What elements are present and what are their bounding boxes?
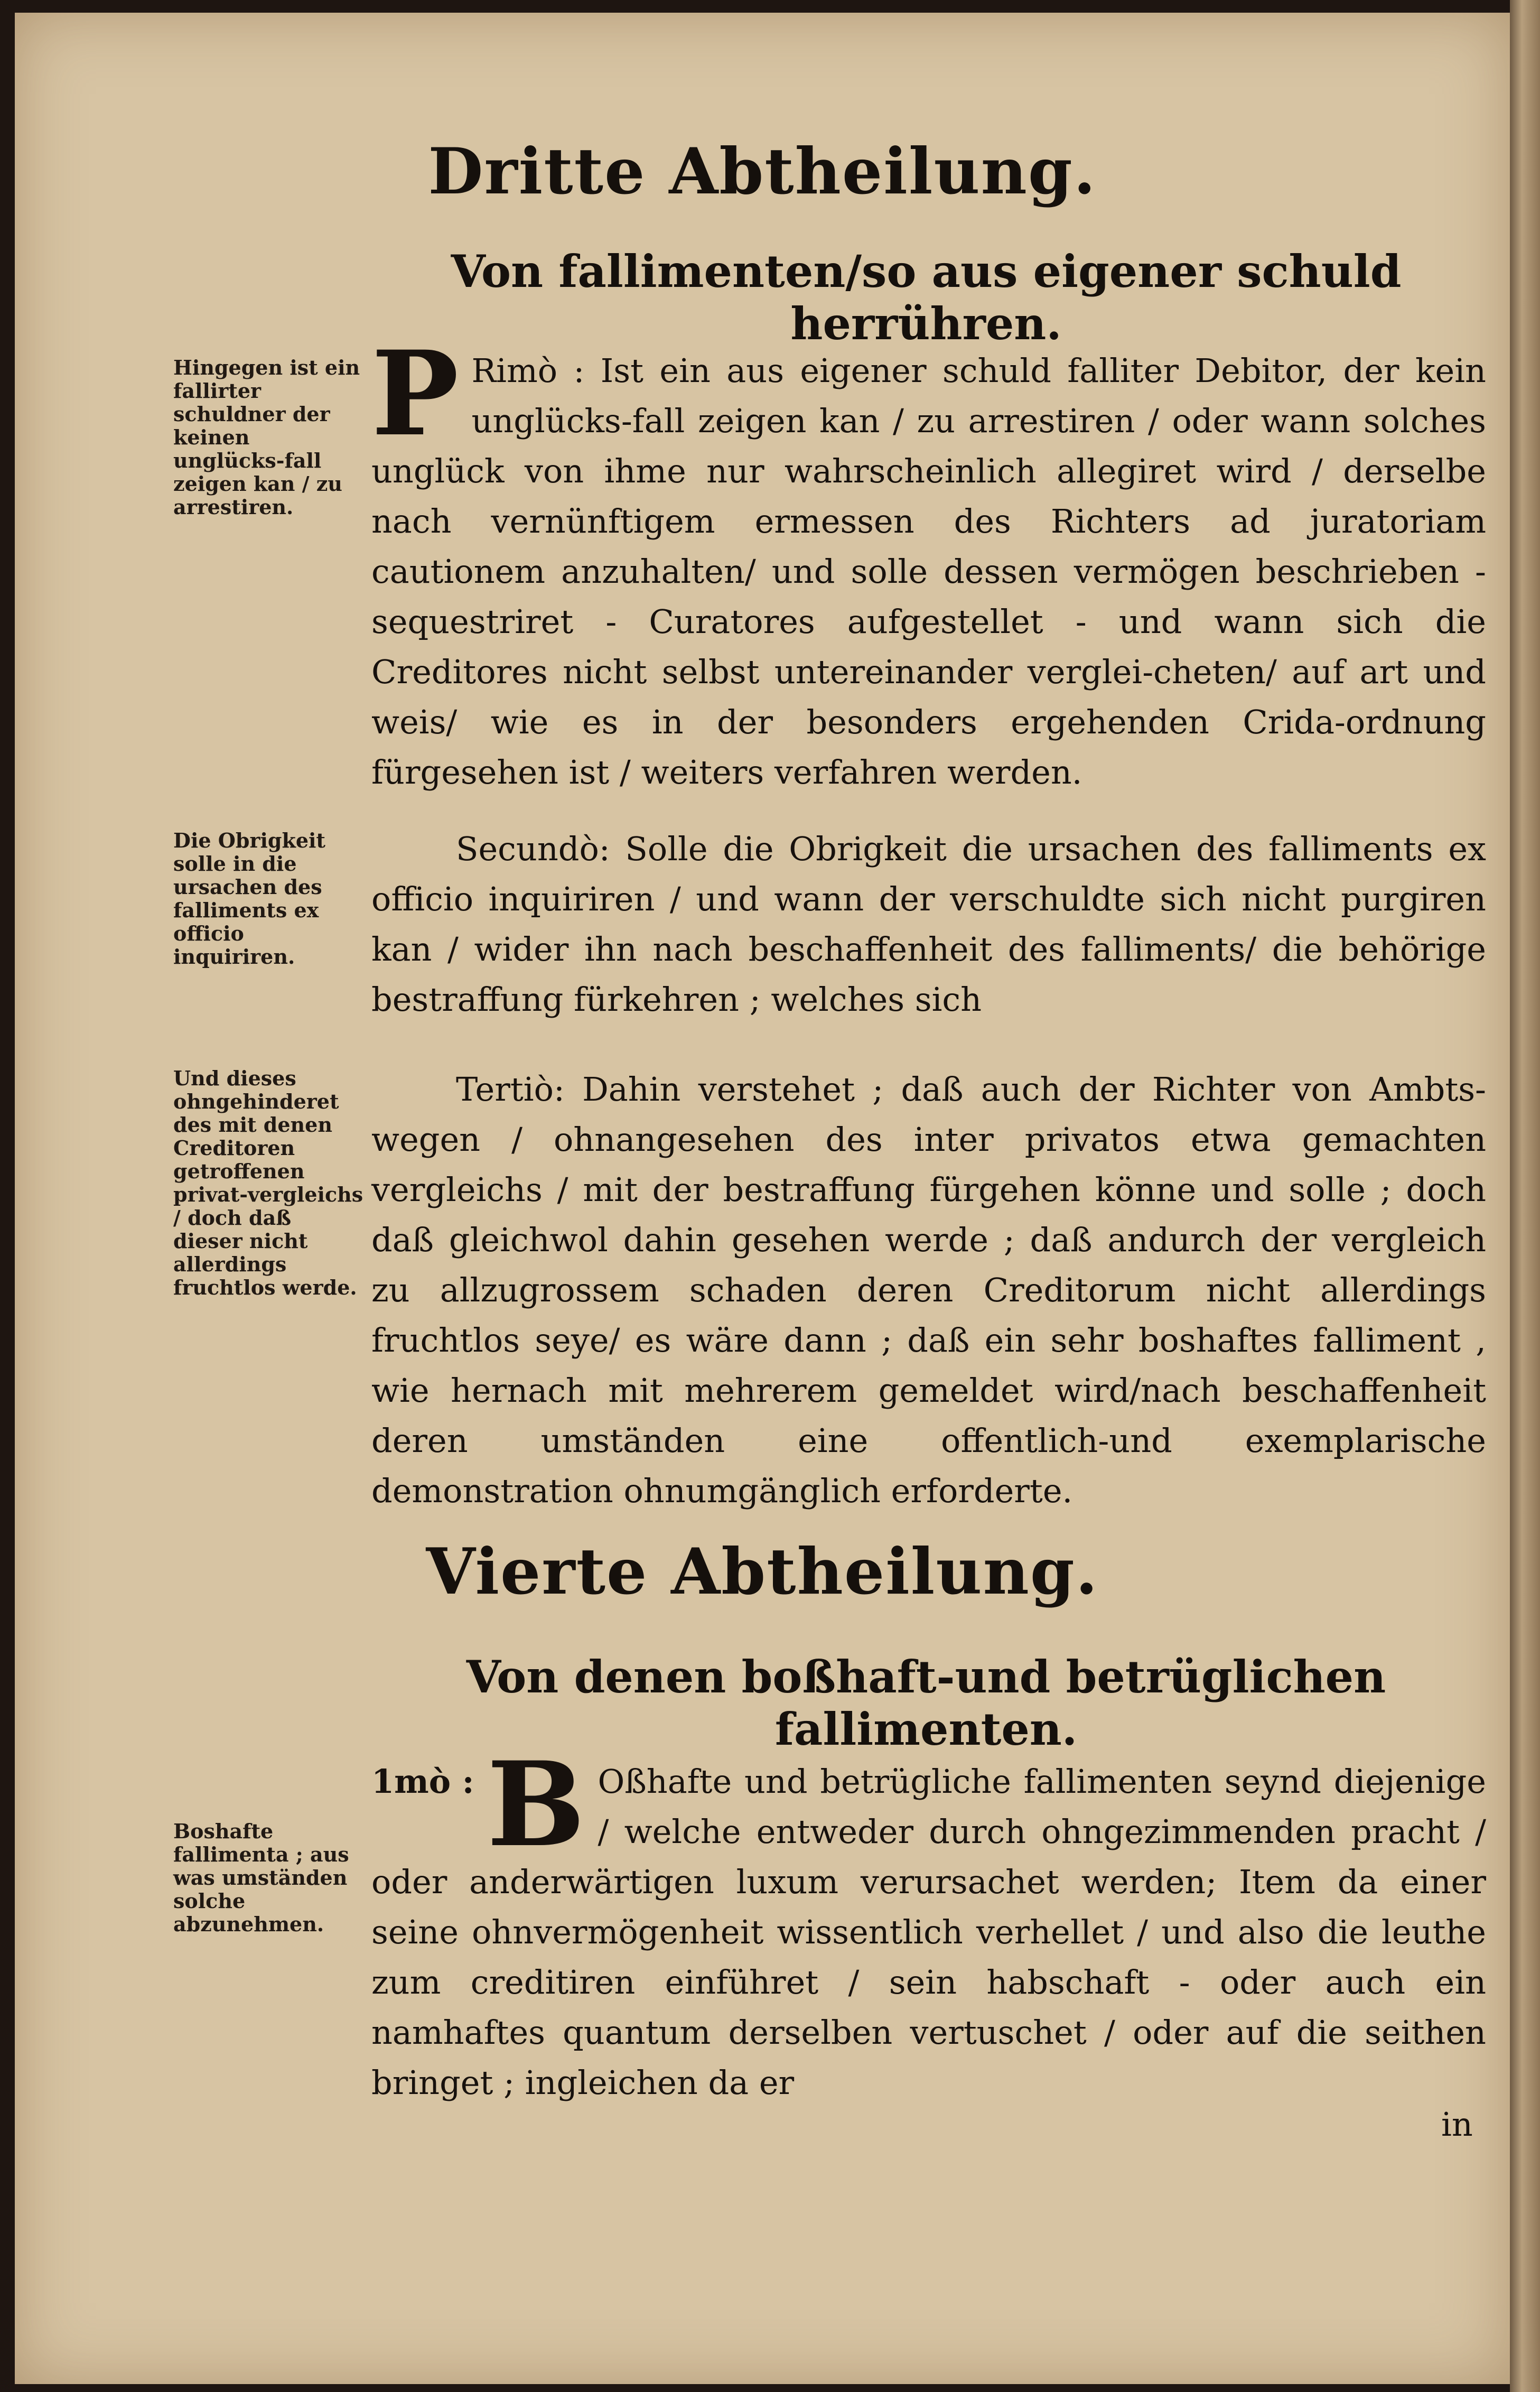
section3-subheading: Von fallimenten/so aus eigener schuld herrühren.: [451, 245, 1402, 350]
book-gutter: [1510, 0, 1540, 2392]
document-page: [15, 13, 1510, 2384]
margin-note-2: Die Obrigkeit solle in die ursachen des falliments ex officio inquiriren.: [173, 829, 325, 969]
margin-note-1: Hingegen ist ein fallirter schuldner der keinen unglücks-fall zeigen kan / zu arrestiren.: [173, 356, 360, 519]
section3-paragraph-3: Tertiò: Dahin verstehet ; daß auch der Richter von Ambts-wegen / ohnangesehen des inter privatos etwa gemachten vergleichs / mit der bestraffung fürgehen könne und solle ; doch daß gleichwol dahin gesehen werde ; daß andurch der vergleich zu allzugrossem schaden deren Creditorum nicht allerdings fruchtlos seye/ es wäre dann ; daß ein sehr boshaftes falliment , wie hernach mit mehrerem gemeldet wird/nach beschaffenheit deren umständen eine offentlich-und exemplarische demonstration ohnumgänglich erforderte.: [371, 1070, 1486, 1510]
dropcap-p: P: [371, 325, 459, 462]
margin-note-3: Und dieses ohngehinderet des mit denen Creditoren getroffenen privat-vergleichs / doch daß dieser nicht allerdings fruchtlos werde.: [173, 1066, 363, 1299]
section4-subheading: Von denen boßhaft-und betrüglichen fallimenten.: [466, 1651, 1386, 1755]
dropcap-b: B: [487, 1736, 585, 1873]
section4-heading: Vierte Abtheilung.: [426, 1534, 1099, 1609]
catchword: in: [1441, 2105, 1473, 2144]
section3-heading: Dritte Abtheilung.: [428, 134, 1097, 209]
section4-paragraph-1-text: Oßhafte und betrügliche fallimenten seynd diejenige / welche entweder durch ohngezimmenden pracht / oder anderwärtigen luxum verursachet werden; Item da einer seine ohnvermögenheit wissentlich verhellet / und also die leuthe zum creditiren einführet / sein habschaft - oder auch ein namhaftes quantum derselben vertuschet / oder auf die seithen bringet ; ingleichen da er: [371, 1762, 1486, 2102]
section4-prefix: 1mò :: [371, 1762, 474, 1801]
section3-paragraph-1: [371, 325, 1486, 797]
section3-paragraph-2: Secundò: Solle die Obrigkeit die ursachen des falliments ex officio inquiriren / und wann der verschuldte sich nicht purgiren kan / wider ihn nach beschaffenheit des falliments/ die behörige bestraffung fürkehren ; welches sich: [371, 830, 1486, 1019]
section4-paragraph-1: [371, 1736, 1486, 2108]
margin-note-4: Boshafte fallimenta ; aus was umständen solche abzunehmen.: [173, 1819, 349, 1936]
section3-paragraph-1-text: Rimò : Ist ein aus eigener schuld falliter Debitor, der kein unglücks-fall zeigen kan / zu arrestiren / oder wann solches unglück von ihme nur wahrscheinlich allegiret wird / derselbe nach vernünftigem ermessen des Richters ad juratoriam cautionem anzuhalten/ und solle dessen vermögen beschrieben - sequestriret - Curatores aufgestellet - und wann sich die Creditores nicht selbst untereinander verglei-cheten/ auf art und weis/ wie es in der besonders ergehenden Crida-ordnung fürgesehen ist / weiters verfahren werden.: [371, 351, 1486, 792]
